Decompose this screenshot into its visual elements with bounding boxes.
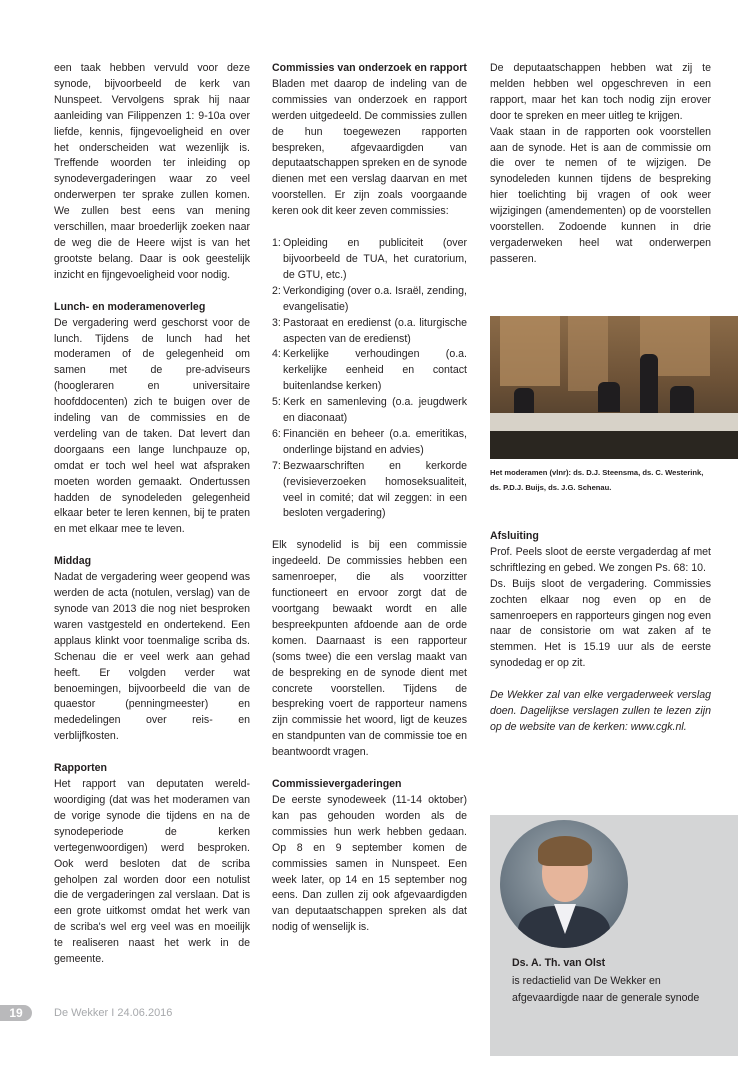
lunch-paragraph: De vergadering werd geschorst voor de lunch. Tijdens de lunch had het moderamen of de gelegenheid om samen met de pre-adviseurs (hoogleraren en universitaire hoofddocenten) zich te buigen over de indeling van de commissies en de verdeling van de taken. Dat levert dan doorgaans een lange lunchpauze op, omdat er toch wel heel wat afspraken moeten worden gemaakt. Ondertussen hadden de synodeleden gelegenheid elkaar beter te leren kennen, bij te praten en met elkaar mee te leven. <box>54 316 250 536</box>
list-number: 2: <box>272 284 281 297</box>
list-item <box>272 236 467 284</box>
intro-paragraph: een taak hebben vervuld voor deze synode, bijvoorbeeld de kerk van Nunspeet. Vervolgens sprak hij naar aanleiding van Filippenzen 1: 9-10a over liefde, kennis, fijngevoeligheid en over het onderscheiden wat wezenlijk is. Treffende woorden ter inleiding op synodevergaderingen waar zo veel onderwerpen ter sprake zullen komen. We zullen best eens van mening verschillen, maar broederlijk zoeken naar de weg die de Heere wijst is van het grootste belang. Daar is ook geestelijk inzicht en fijngevoeligheid voor nodig. <box>54 62 250 281</box>
moderamen-photo <box>490 316 738 459</box>
wekker-note: De Wekker zal van elke vergaderweek verslag doen. Dagelijkse verslagen zullen te lezen zijn op de website van de kerken: www.cgk.nl. <box>490 689 711 733</box>
deputaatschappen-paragraph: De deputaatschappen hebben wat zij te melden hebben wel opgeschreven in een rapport, maar het kan toch nodig zijn erover door te spreken en meer uitleg te krijgen. <box>490 62 711 122</box>
list-text: Kerkelijke verhoudingen (o.a. kerkelijke eenheid en contact buitenlandse kerken) <box>283 348 467 393</box>
list-item <box>272 459 467 523</box>
list-text: Kerk en samenleving (o.a. jeugdwerk en diaconaat) <box>283 396 467 425</box>
list-item <box>272 284 467 316</box>
lunch-heading: Lunch- en moderamenoverleg <box>54 300 206 313</box>
commission-list <box>272 236 467 522</box>
list-text: Bezwaarschriften en kerkorde (revisieverzoeken homoseksualiteit, veel in comité; dat wil zeggen: in een besloten vergadering) <box>283 459 467 520</box>
list-number: 4: <box>272 348 281 361</box>
afsluiting-heading: Afsluiting <box>490 530 539 542</box>
list-text: Verkondiging (over o.a. Israël, zending, evangelisatie) <box>283 284 467 313</box>
list-number: 5: <box>272 396 281 409</box>
list-item <box>272 395 467 427</box>
middag-heading: Middag <box>54 555 92 568</box>
list-text: Financiën en beheer (o.a. emeritikas, onderlinge bijstand en advies) <box>283 427 467 456</box>
list-item <box>272 427 467 459</box>
author-bio: is redactielid van De Wekker en afgevaardigde naar de generale synode <box>512 974 700 1004</box>
commissievergaderingen-paragraph: De eerste synodeweek (11-14 oktober) kan pas gehouden worden als de commissies hun werk hebben gedaan. Op 8 en 9 september komen de commissies samen in Nunspeet. Een week later, op 14 en 15 september nog eens. Dan zullen zij ook afgevaardigden van deputaatschappen spreken als dat nodig of wenselijk is. <box>272 793 467 934</box>
column-2 <box>272 61 467 936</box>
author-name: Ds. A. Th. van Olst <box>512 957 606 969</box>
list-number: 6: <box>272 427 281 440</box>
list-number: 3: <box>272 316 281 329</box>
list-number: 7: <box>272 459 281 472</box>
rapporten-paragraph: Het rapport van deputaten wereld-woordiging (dat was het moderamen van de vorige synode die tijdens en na de synodeperiode de kerken vertegenwoordigen) werd besproken. Ook werd besloten dat de scriba geholpen zal worden door een notulist die de vergaderingen zal verslaan. Dat is een grote uitkomst omdat het werk van de scriba's wel erg veel was en moeilijk te realiseren naast het werk in de gemeente. <box>54 778 250 966</box>
column-1 <box>54 61 250 968</box>
footer-text: De Wekker I 24.06.2016 <box>54 1007 173 1019</box>
voorstellen-paragraph: Vaak staan in de rapporten ook voorstellen aan de synode. Het is aan de commissie om die over te nemen of te wijzigen. De synodeleden kunnen tijdens de bespreking hier toelichting bij vragen of ook weer wijzigingen (amendementen) op de voorstellen voorstellen. Zodoende kunnen in drie vergaderweken heel wat onderwerpen passeren. <box>490 125 711 265</box>
list-item <box>272 316 467 348</box>
commissies-paragraph: Bladen met daarop de indeling van de commissies van onderzoek en rapport werden uitgedeeld. De commissies zullen de hun toegewezen rapporten bespreken, afgevaardigden van deputaatschappen spreken en de synode dienen met een verslag daarvan en met voorstellen. Er zijn zoals voorgaande keren ook dit keer zeven commissies: <box>272 77 467 218</box>
commissievergaderingen-heading: Commissievergaderingen <box>272 778 402 791</box>
author-portrait <box>500 820 628 948</box>
synodelid-paragraph: Elk synodelid is bij een commissie ingedeeld. De commissies hebben een samenroeper, die als voorzitter functioneert en ervoor zorgt dat de voortgang bewaakt wordt en alle bespreekpunten afdoende aan de orde komen. Daarnaast is een rapporteur (soms twee) die een verslag maakt van de bespreking en de synode dient met concrete voorstellen. Tijdens de bespreking voert de rapporteur namens zijn commissie het woord, ligt de keuzes en standpunten van de commissie toe en beantwoordt vragen. <box>272 539 467 759</box>
afsluiting-paragraph: Prof. Peels sloot de eerste vergaderdag af met schriftlezing en gebed. We zongen Ps. 68: 10. <box>490 545 711 574</box>
page-footer <box>0 1005 300 1021</box>
page-number: 19 <box>0 1005 32 1021</box>
list-number: 1: <box>272 237 281 250</box>
author-info <box>512 955 722 1008</box>
list-text: Opleiding en publiciteit (over bijvoorbeeld de TUA, het curatorium, de GTU, etc.) <box>283 237 467 281</box>
column-3-bottom <box>490 529 711 736</box>
list-text: Pastoraat en eredienst (o.a. liturgische aspecten van de eredienst) <box>283 316 467 345</box>
middag-paragraph: Nadat de vergadering weer geopend was werden de acta (notulen, verslag) van de synode van 2013 die nog niet besproken waren vastgesteld en ondertekend. Een applaus klinkt voor toenmalige scriba ds. Schenau die er veel werk aan gehad heeft. Er volgden verder wat benoemingen, bijvoorbeeld die van de quaestor (penningmeester) en mededelingen over reis- en verblijfkosten. <box>54 571 250 743</box>
commissies-heading: Commissies van onderzoek en rapport <box>272 62 467 74</box>
buijs-paragraph: Ds. Buijs sloot de vergadering. Commissies zochten elkaar nog even op en de samenroepers en rapporteurs gingen nog even naar de consistorie om wat zaken af te stemmen. Het is 15.19 uur als de eerste synodedag er op zit. <box>490 577 711 670</box>
column-3-top <box>490 61 711 268</box>
list-item <box>272 347 467 395</box>
rapporten-heading: Rapporten <box>54 762 107 775</box>
photo-caption: Het moderamen (vlnr): ds. D.J. Steensma, ds. C. Westerink, ds. P.D.J. Buijs, ds. J.G. Schenau. <box>490 468 704 492</box>
